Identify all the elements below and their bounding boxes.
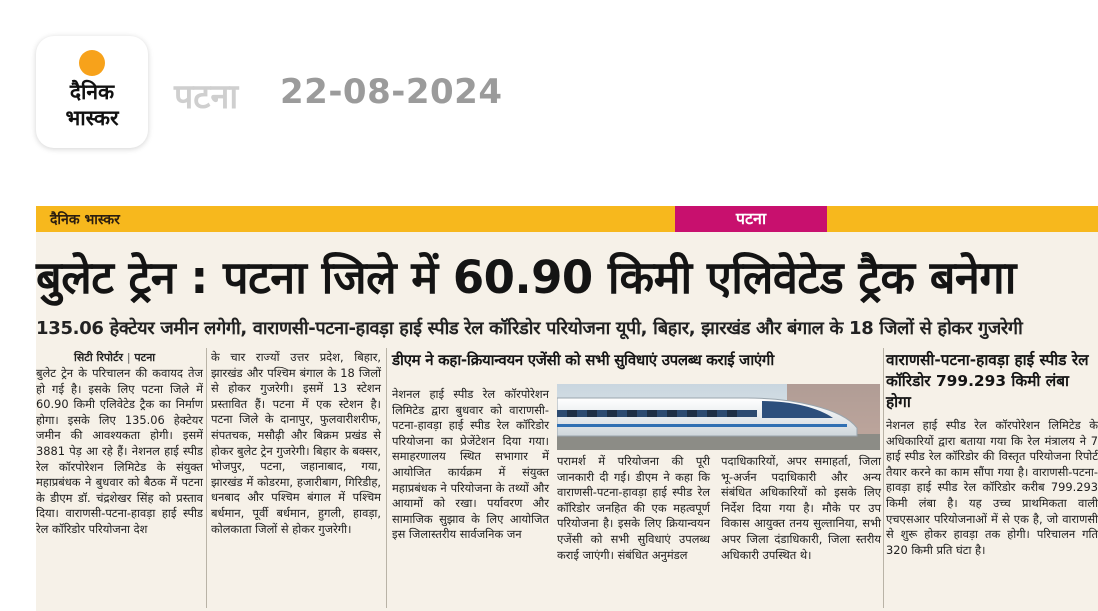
article-column-3: नेशनल हाई स्पीड रेल कॉरपोरेशन लिमिटेड द्वारा बुधवार को वाराणसी-पटना-हावड़ा हाई स्पीड रेल कॉरिडोर परियोजना का प्रेजेंटेशन दिया गया। समाहरणालय स्थित सभागार में आयोजित कार्यक्रम में संयुक्त महाप्रबंधक ने परियोजना के तथ्यों और आयामों को रखा। पर्यावरण और सामाजिक सुझाव के लिए आयोजित इस जिलास्तरीय सार्वजनिक जन	[392, 387, 549, 542]
article-headline: बुलेट ट्रेन : पटना जिले में 60.90 किमी एलिवेटेड ट्रैक बनेगा	[36, 251, 1016, 304]
column-divider	[206, 348, 207, 608]
sub-article-headline: डीएम ने कहा-क्रियान्वयन एजेंसी को सभी सुविधाएं उपलब्ध कराई जाएंगी	[392, 351, 774, 369]
newspaper-clipping	[36, 206, 1098, 611]
edition-date: 22-08-2024	[280, 72, 503, 112]
column-divider	[883, 348, 884, 608]
byline-reporter: सिटी रिपोर्टर	[74, 351, 123, 364]
app-header	[0, 0, 1098, 205]
byline	[74, 350, 155, 365]
sun-icon	[79, 50, 105, 76]
article-column-4: परामर्श में परियोजना की पूरी जानकारी दी गई। डीएम ने कहा कि वाराणसी-पटना-हावड़ा हाई स्पीड रेल कॉरिडोर जनहित की एक महत्वपूर्ण परियोजना है। इसके लिए क्रियान्वयन एजेंसी को सभी सुविधाएं उपलब्ध कराई जाएंगी। संबंधित अनुमंडल	[557, 454, 710, 562]
band-city-label: पटना	[675, 206, 827, 232]
band-brand-label: दैनिक भास्कर	[50, 212, 120, 228]
page-band	[36, 206, 1098, 232]
edition-city: पटना	[174, 77, 239, 117]
article-column-5: पदाधिकारियों, अपर समाहर्ता, जिला भू-अर्जन पदाधिकारी और अन्य संबंधित अधिकारियों को इसके लिए निर्देश दिया गया है। मौके पर उप विकास आयुक्त तनय सुल्तानिया, सभी अपर जिला दंडाधिकारी, जिला स्तरीय अधिकारी उपस्थित थे।	[721, 454, 881, 562]
sidebar-headline: वाराणसी-पटना-हावड़ा हाई स्पीड रेल कॉरिडोर 799.293 किमी लंबा होगा	[886, 351, 1089, 411]
bullet-train-photo	[557, 384, 880, 450]
column-divider	[386, 348, 387, 608]
article-column-2: के चार राज्यों उत्तर प्रदेश, बिहार, झारखंड और पश्चिम बंगाल के 18 जिलों से होकर गुजरेगी। इसमें 13 स्टेशन प्रस्तावित हैं। पटना में एक स्टेशन है। पटना जिले के दानापुर, फुलवारीशरीफ, संपतचक, मसौढ़ी और बिक्रम प्रखंड से होकर बुलेट ट्रेन गुजरेगी। बिहार के बक्सर, भोजपुर, पटना, जहानाबाद, गया, झारखंड में कोडरमा, हजारीबाग, गिरिडीह, धनबाद और पश्चिम बंगाल में पश्चिम बर्धमान, पूर्वी बर्धमान, हुगली, हावड़ा, कोलकाता जिलों से होकर गुजरेगी।	[211, 350, 381, 536]
article-column-1: बुलेट ट्रेन के परिचालन की कवायद तेज हो गई है। इसके लिए पटना जिले में 60.90 किमी एलिवेटेड ट्रैक का निर्माण होगा। इसके लिए 135.06 हेक्टेयर जमीन की आवश्यकता होगी। इसमें 3881 पेड़ आ रहे हैं। नेशनल हाई स्पीड रेल कॉरपोरेशन लिमिटेड के संयुक्त महाप्रबंधक ने बुधवार को बैठक में पटना के डीएम डॉ. चंद्रशेखर सिंह को प्रस्ताव दिया। वाराणसी-पटना-हावड़ा हाई स्पीड रेल कॉरिडोर परियोजना देश	[36, 366, 203, 536]
byline-place: पटना	[134, 351, 156, 364]
logo-line-1: दैनिक	[69, 80, 115, 104]
byline-separator: |	[126, 351, 131, 364]
article-subheadline: 135.06 हेक्टेयर जमीन लगेगी, वाराणसी-पटना-हावड़ा हाई स्पीड रेल कॉरिडोर परियोजना यूपी, बिहार, झारखंड और बंगाल के 18 जिलों से होकर गुजरेगी	[36, 318, 1023, 339]
logo-line-2: भास्कर	[65, 106, 119, 130]
article-column-6: नेशनल हाई स्पीड रेल कॉरपोरेशन लिमिटेड के अधिकारियों द्वारा बताया गया कि रेल मंत्रालय ने 7 हाई स्पीड रेल कॉरिडोर की विस्तृत परियोजना रिपोर्ट तैयार करने का काम सौंपा गया है। वाराणसी-पटना-हावड़ा हाई स्पीड रेल कॉरिडोर करीब 799.293 किमी लंबा है। यह उच्च प्राथमिकता वाली एचएसआर परियोजनाओं में से एक है, जो वाराणसी से शुरू होकर हावड़ा तक होगी। परिचालन गति 320 किमी प्रति घंटा है।	[886, 418, 1098, 557]
dainik-bhaskar-logo[interactable]	[36, 36, 148, 148]
